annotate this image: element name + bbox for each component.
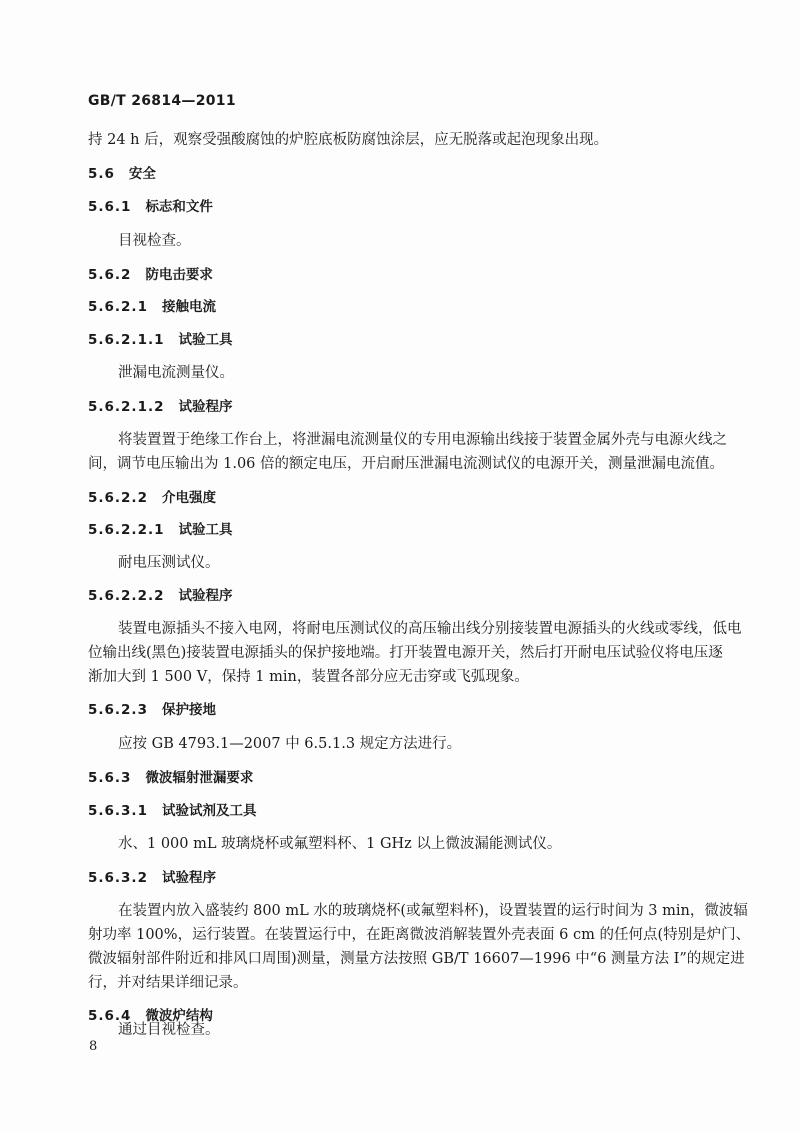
section-number: 5.6.3 bbox=[88, 770, 132, 786]
section-number: 5.6.2.3 bbox=[88, 702, 148, 718]
section-heading bbox=[88, 331, 232, 349]
section-number: 5.6.3.1 bbox=[88, 803, 148, 819]
section-title: 介电强度 bbox=[161, 490, 216, 506]
section-title: 试验工具 bbox=[178, 332, 233, 348]
section-title: 微波炉结构 bbox=[145, 1008, 213, 1024]
paragraph: 应按 GB 4793.1—2007 中 6.5.1.3 规定方法进行。 bbox=[118, 736, 462, 752]
section-heading bbox=[88, 398, 232, 416]
paragraph-line: 将装置置于绝缘工作台上，将泄漏电流测量仪的专用电源输出线接于装置金属外壳与电源火线之 bbox=[118, 432, 727, 448]
section-heading bbox=[88, 769, 253, 787]
section-heading bbox=[88, 489, 216, 507]
section-title: 接触电流 bbox=[161, 299, 216, 315]
section-title: 微波辐射泄漏要求 bbox=[145, 770, 254, 786]
section-heading bbox=[88, 165, 156, 183]
section-heading bbox=[88, 869, 216, 887]
paragraph: 泄漏电流测量仪。 bbox=[118, 365, 234, 381]
section-number: 5.6.2.1.2 bbox=[88, 399, 165, 415]
paragraph-line: 在装置内放入盛装约 800 mL 水的玻璃烧杯(或氟塑料杯)，设置装置的运行时间为 3 min，微波辐 bbox=[118, 903, 748, 919]
section-number: 5.6.1 bbox=[88, 199, 132, 215]
section-heading bbox=[88, 701, 216, 719]
section-number: 5.6.4 bbox=[88, 1008, 132, 1024]
paragraph-line: 微波辐射部件附近和排风口周围)测量，测量方法按照 GB/T 16607—1996 中“6 测量方法 Ⅰ”的规定进 bbox=[88, 951, 745, 967]
paragraph-line: 间，调节电压输出为 1.06 倍的额定电压，开启耐压泄漏电流测试仪的电源开关，测量泄漏电流值。 bbox=[88, 456, 724, 472]
paragraph-line: 装置电源插头不接入电网，将耐电压测试仪的高压输出线分别接装置电源插头的火线或零线，低电 bbox=[118, 621, 742, 637]
section-number: 5.6.2.1.1 bbox=[88, 332, 165, 348]
section-title: 试验程序 bbox=[161, 870, 216, 886]
paragraph-line: 渐加大到 1 500 V，保持 1 min，装置各部分应无击穿或飞弧现象。 bbox=[88, 669, 529, 685]
section-heading bbox=[88, 298, 216, 316]
page-number: 8 bbox=[89, 1039, 98, 1054]
section-title: 试验工具 bbox=[178, 522, 233, 538]
section-heading bbox=[88, 521, 232, 539]
standard-number: GB/T 26814—2011 bbox=[88, 93, 236, 109]
paragraph-line: 射功率 100%，运行装置。在装置运行中，在距离微波消解装置外壳表面 6 cm 的任何点(特别是炉门、 bbox=[88, 927, 751, 943]
section-number: 5.6.2.2.1 bbox=[88, 522, 165, 538]
paragraph: 目视检查。 bbox=[118, 233, 191, 249]
paragraph-continuation: 持 24 h 后，观察受强酸腐蚀的炉腔底板防腐蚀涂层，应无脱落或起泡现象出现。 bbox=[88, 132, 609, 148]
section-title: 标志和文件 bbox=[145, 199, 213, 215]
section-number: 5.6.2 bbox=[88, 267, 132, 283]
section-title: 试验试剂及工具 bbox=[161, 803, 257, 819]
section-title: 防电击要求 bbox=[145, 267, 213, 283]
section-title: 试验程序 bbox=[178, 399, 233, 415]
section-heading bbox=[88, 587, 232, 605]
paragraph: 通过目视检查。 bbox=[118, 1022, 220, 1038]
section-title: 安全 bbox=[128, 166, 156, 182]
paragraph: 水、1 000 mL 玻璃烧杯或氟塑料杯、1 GHz 以上微波漏能测试仪。 bbox=[118, 836, 562, 852]
paragraph: 耐电压测试仪。 bbox=[118, 555, 220, 571]
section-title: 保护接地 bbox=[161, 702, 216, 718]
section-heading bbox=[88, 802, 256, 820]
section-number: 5.6.2.2.2 bbox=[88, 588, 165, 604]
section-number: 5.6.2.2 bbox=[88, 490, 148, 506]
paragraph-line: 位输出线(黑色)接装置电源插头的保护接地端。打开装置电源开关，然后打开耐电压试验仪将电压逐 bbox=[88, 645, 723, 661]
section-heading bbox=[88, 198, 213, 216]
section-number: 5.6.2.1 bbox=[88, 299, 148, 315]
section-number: 5.6 bbox=[88, 166, 115, 182]
section-title: 试验程序 bbox=[178, 588, 233, 604]
section-number: 5.6.3.2 bbox=[88, 870, 148, 886]
paragraph-line: 行，并对结果详细记录。 bbox=[88, 975, 248, 991]
section-heading bbox=[88, 266, 213, 284]
